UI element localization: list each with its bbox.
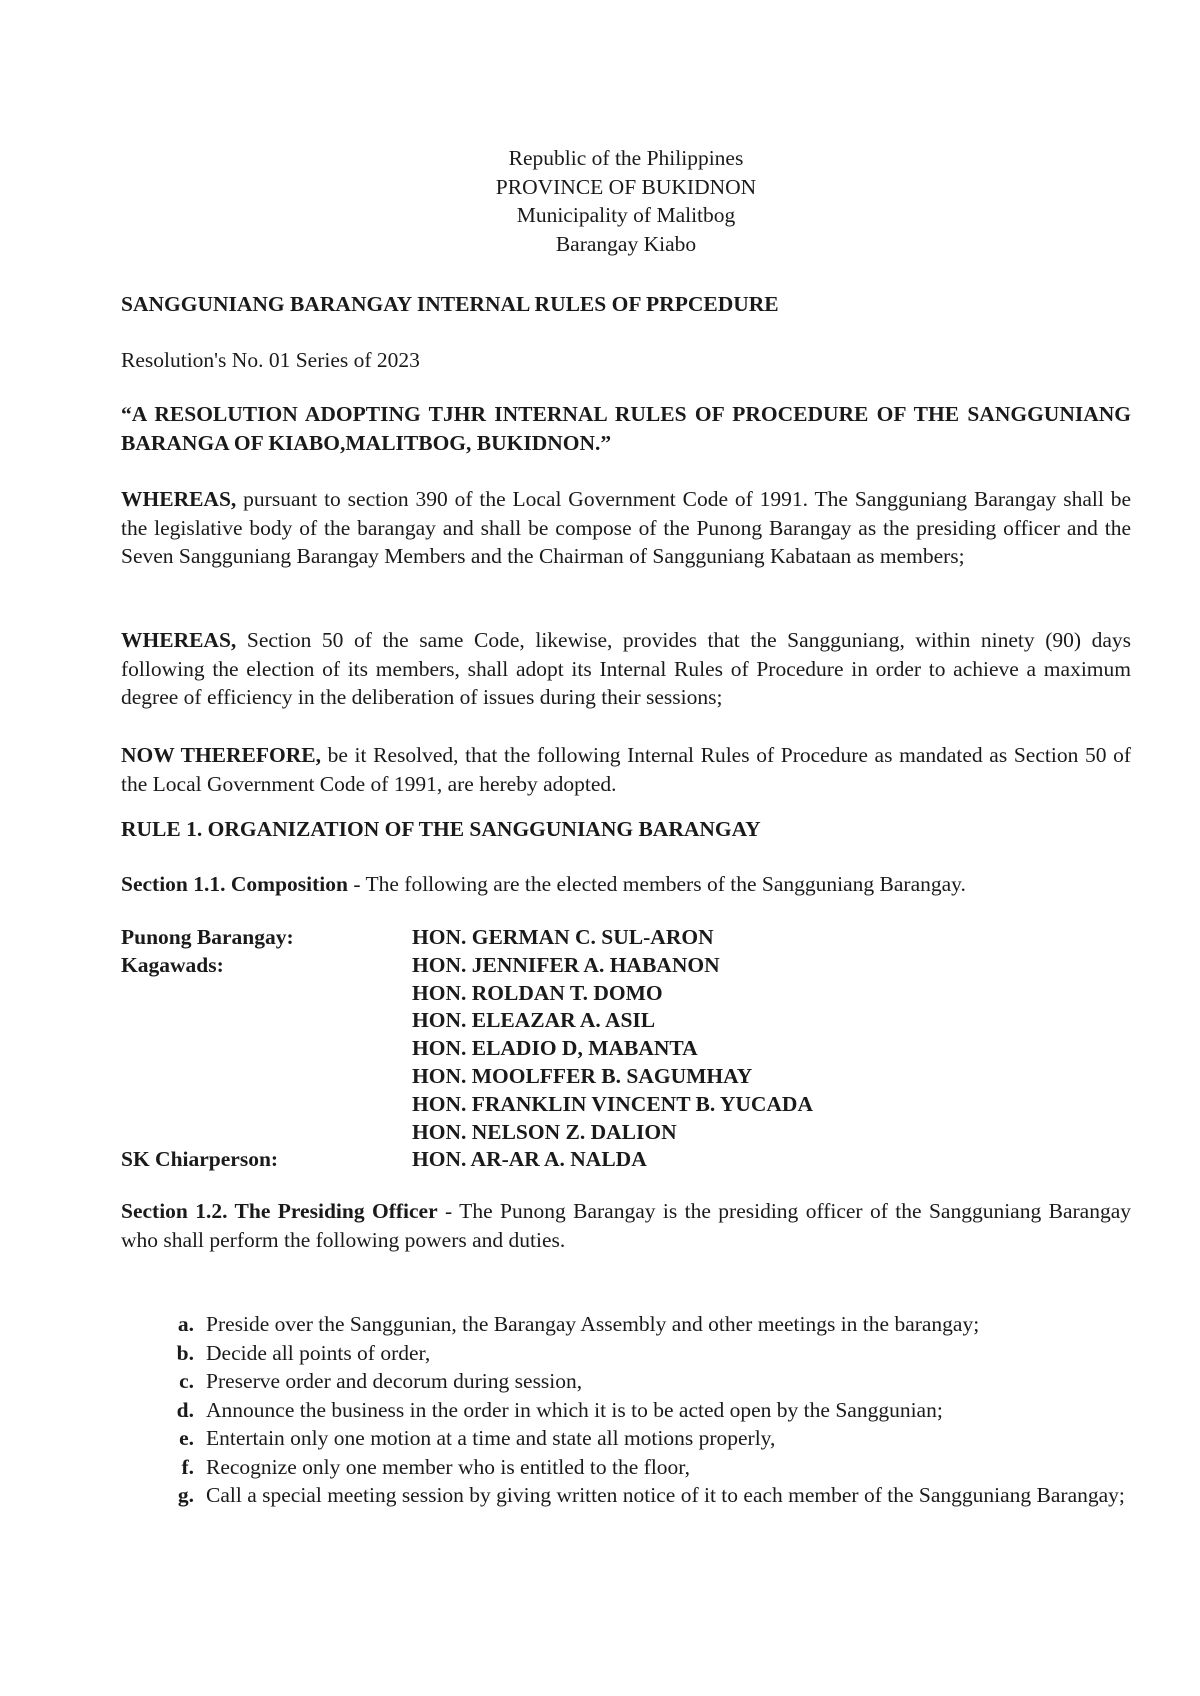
- list-item-text: Entertain only one motion at a time and state all motions properly,: [206, 1426, 776, 1450]
- member-role: [121, 979, 412, 1007]
- member-name: HON. NELSON Z. DALION: [412, 1119, 677, 1144]
- list-item-text: Announce the business in the order in which it is to be acted open by the Sanggunian;: [206, 1397, 943, 1422]
- list-item: [121, 1339, 1131, 1368]
- member-row: [121, 1118, 1131, 1146]
- section-1-1-heading: Section 1.1. Composition: [121, 872, 348, 896]
- member-role: Kagawads:: [121, 952, 224, 977]
- whereas-text: Section 50 of the same Code, likewise, provides that the Sangguniang, within ninety (90) days following the election of its members, shall adopt its Internal Rules of Procedure in order to achieve a maximum degree of efficiency in the deliberation of issues during their sessions;: [121, 628, 1131, 709]
- member-name: HON. ROLDAN T. DOMO: [412, 980, 663, 1005]
- member-row: [121, 1062, 1131, 1090]
- section-1-2-heading: Section 1.2. The Presiding Officer: [121, 1199, 438, 1223]
- member-row: [121, 1090, 1131, 1118]
- member-row: [121, 951, 1131, 979]
- list-item-text: Call a special meeting session by giving written notice of it to each member of the Sangguniang Barangay;: [206, 1483, 1125, 1507]
- list-item-letter: g.: [177, 1483, 194, 1507]
- resolution-title: “A RESOLUTION ADOPTING TJHR INTERNAL RULES OF PROCEDURE OF THE SANGGUNIANG BARANGA OF KIABO,MALITBOG, BUKIDNON.”: [121, 402, 1131, 455]
- header-republic: Republic of the Philippines: [508, 146, 744, 170]
- now-therefore-text: be it Resolved, that the following Internal Rules of Procedure as mandated as Section 50 of the Local Government Code of 1991, are hereby adopted.: [121, 743, 1131, 796]
- list-item-text: Preserve order and decorum during session,: [206, 1369, 583, 1393]
- section-1-1-text: - The following are the elected members of the Sangguniang Barangay.: [347, 872, 966, 896]
- member-row: [121, 1006, 1131, 1034]
- member-role: [121, 1062, 412, 1090]
- duties-list: [121, 1310, 1131, 1510]
- list-item: [121, 1310, 1131, 1339]
- now-therefore-paragraph: [121, 741, 1131, 798]
- list-item-letter: d.: [176, 1397, 194, 1422]
- section-1-1: [121, 870, 1131, 899]
- resolution-number: Resolution's No. 01 Series of 2023: [121, 348, 420, 372]
- member-name: HON. ELADIO D, MABANTA: [412, 1036, 698, 1061]
- rule-1-heading: RULE 1. ORGANIZATION OF THE SANGGUNIANG BARANGAY: [121, 817, 761, 841]
- member-role: [121, 1118, 412, 1146]
- list-item: [121, 1424, 1131, 1453]
- whereas-lead: WHEREAS,: [121, 487, 237, 511]
- member-name: HON. MOOLFFER B. SAGUMHAY: [412, 1063, 753, 1088]
- whereas-lead: WHEREAS,: [121, 628, 237, 652]
- member-name: HON. JENNIFER A. HABANON: [412, 952, 720, 977]
- list-item-text: Decide all points of order,: [206, 1340, 431, 1365]
- member-row: [121, 923, 1131, 951]
- list-item-text: Preside over the Sanggunian, the Barangay Assembly and other meetings in the barangay;: [206, 1312, 980, 1336]
- member-name: HON. ELEAZAR A. ASIL: [412, 1008, 656, 1033]
- list-item: [121, 1481, 1131, 1510]
- member-row: [121, 979, 1131, 1007]
- member-name: HON. GERMAN C. SUL-ARON: [412, 925, 714, 949]
- member-row: [121, 1034, 1131, 1062]
- list-item-letter: f.: [181, 1454, 194, 1479]
- list-item: [121, 1396, 1131, 1425]
- header-barangay: Barangay Kiabo: [555, 231, 697, 256]
- list-item-letter: a.: [177, 1312, 194, 1336]
- list-item-text: Recognize only one member who is entitled to the floor,: [206, 1454, 690, 1479]
- whereas-text: pursuant to section 390 of the Local Government Code of 1991. The Sangguniang Barangay shall be the legislative body of the barangay and shall be compose of the Punong Barangay as the presiding officer and the Seven Sangguniang Barangay Members and the Chairman of Sangguniang Kabataan as members;: [121, 487, 1131, 568]
- member-role: [121, 1034, 412, 1062]
- header-province: PROVINCE OF BUKIDNON: [495, 174, 757, 199]
- section-1-2-text: - The Punong Barangay is the presiding officer of the Sangguniang Barangay who shall perform the following powers and duties.: [121, 1199, 1131, 1252]
- list-item-letter: e.: [179, 1426, 194, 1450]
- member-role: [121, 1090, 412, 1118]
- member-role: [121, 1006, 412, 1034]
- list-item: [121, 1367, 1131, 1396]
- document-header: [121, 144, 1131, 258]
- whereas-paragraph-1: [121, 485, 1131, 571]
- list-item-letter: c.: [179, 1369, 194, 1393]
- member-name: HON. AR-AR A. NALDA: [412, 1147, 647, 1172]
- member-role: SK Chiarperson:: [121, 1147, 279, 1172]
- page-content: [121, 0, 1131, 1696]
- member-role: Punong Barangay:: [121, 925, 294, 949]
- now-therefore-lead: NOW THEREFORE,: [121, 743, 321, 767]
- whereas-paragraph-2: [121, 626, 1131, 712]
- list-item-letter: b.: [176, 1340, 194, 1365]
- member-name: HON. FRANKLIN VINCENT B. YUCADA: [412, 1091, 813, 1116]
- document-title: SANGGUNIANG BARANGAY INTERNAL RULES OF PRPCEDURE: [121, 292, 779, 316]
- section-1-2: [121, 1197, 1131, 1254]
- members-list: [121, 923, 1131, 1173]
- list-item: [121, 1453, 1131, 1482]
- header-municipality: Municipality of Malitbog: [516, 203, 736, 227]
- member-row: [121, 1145, 1131, 1173]
